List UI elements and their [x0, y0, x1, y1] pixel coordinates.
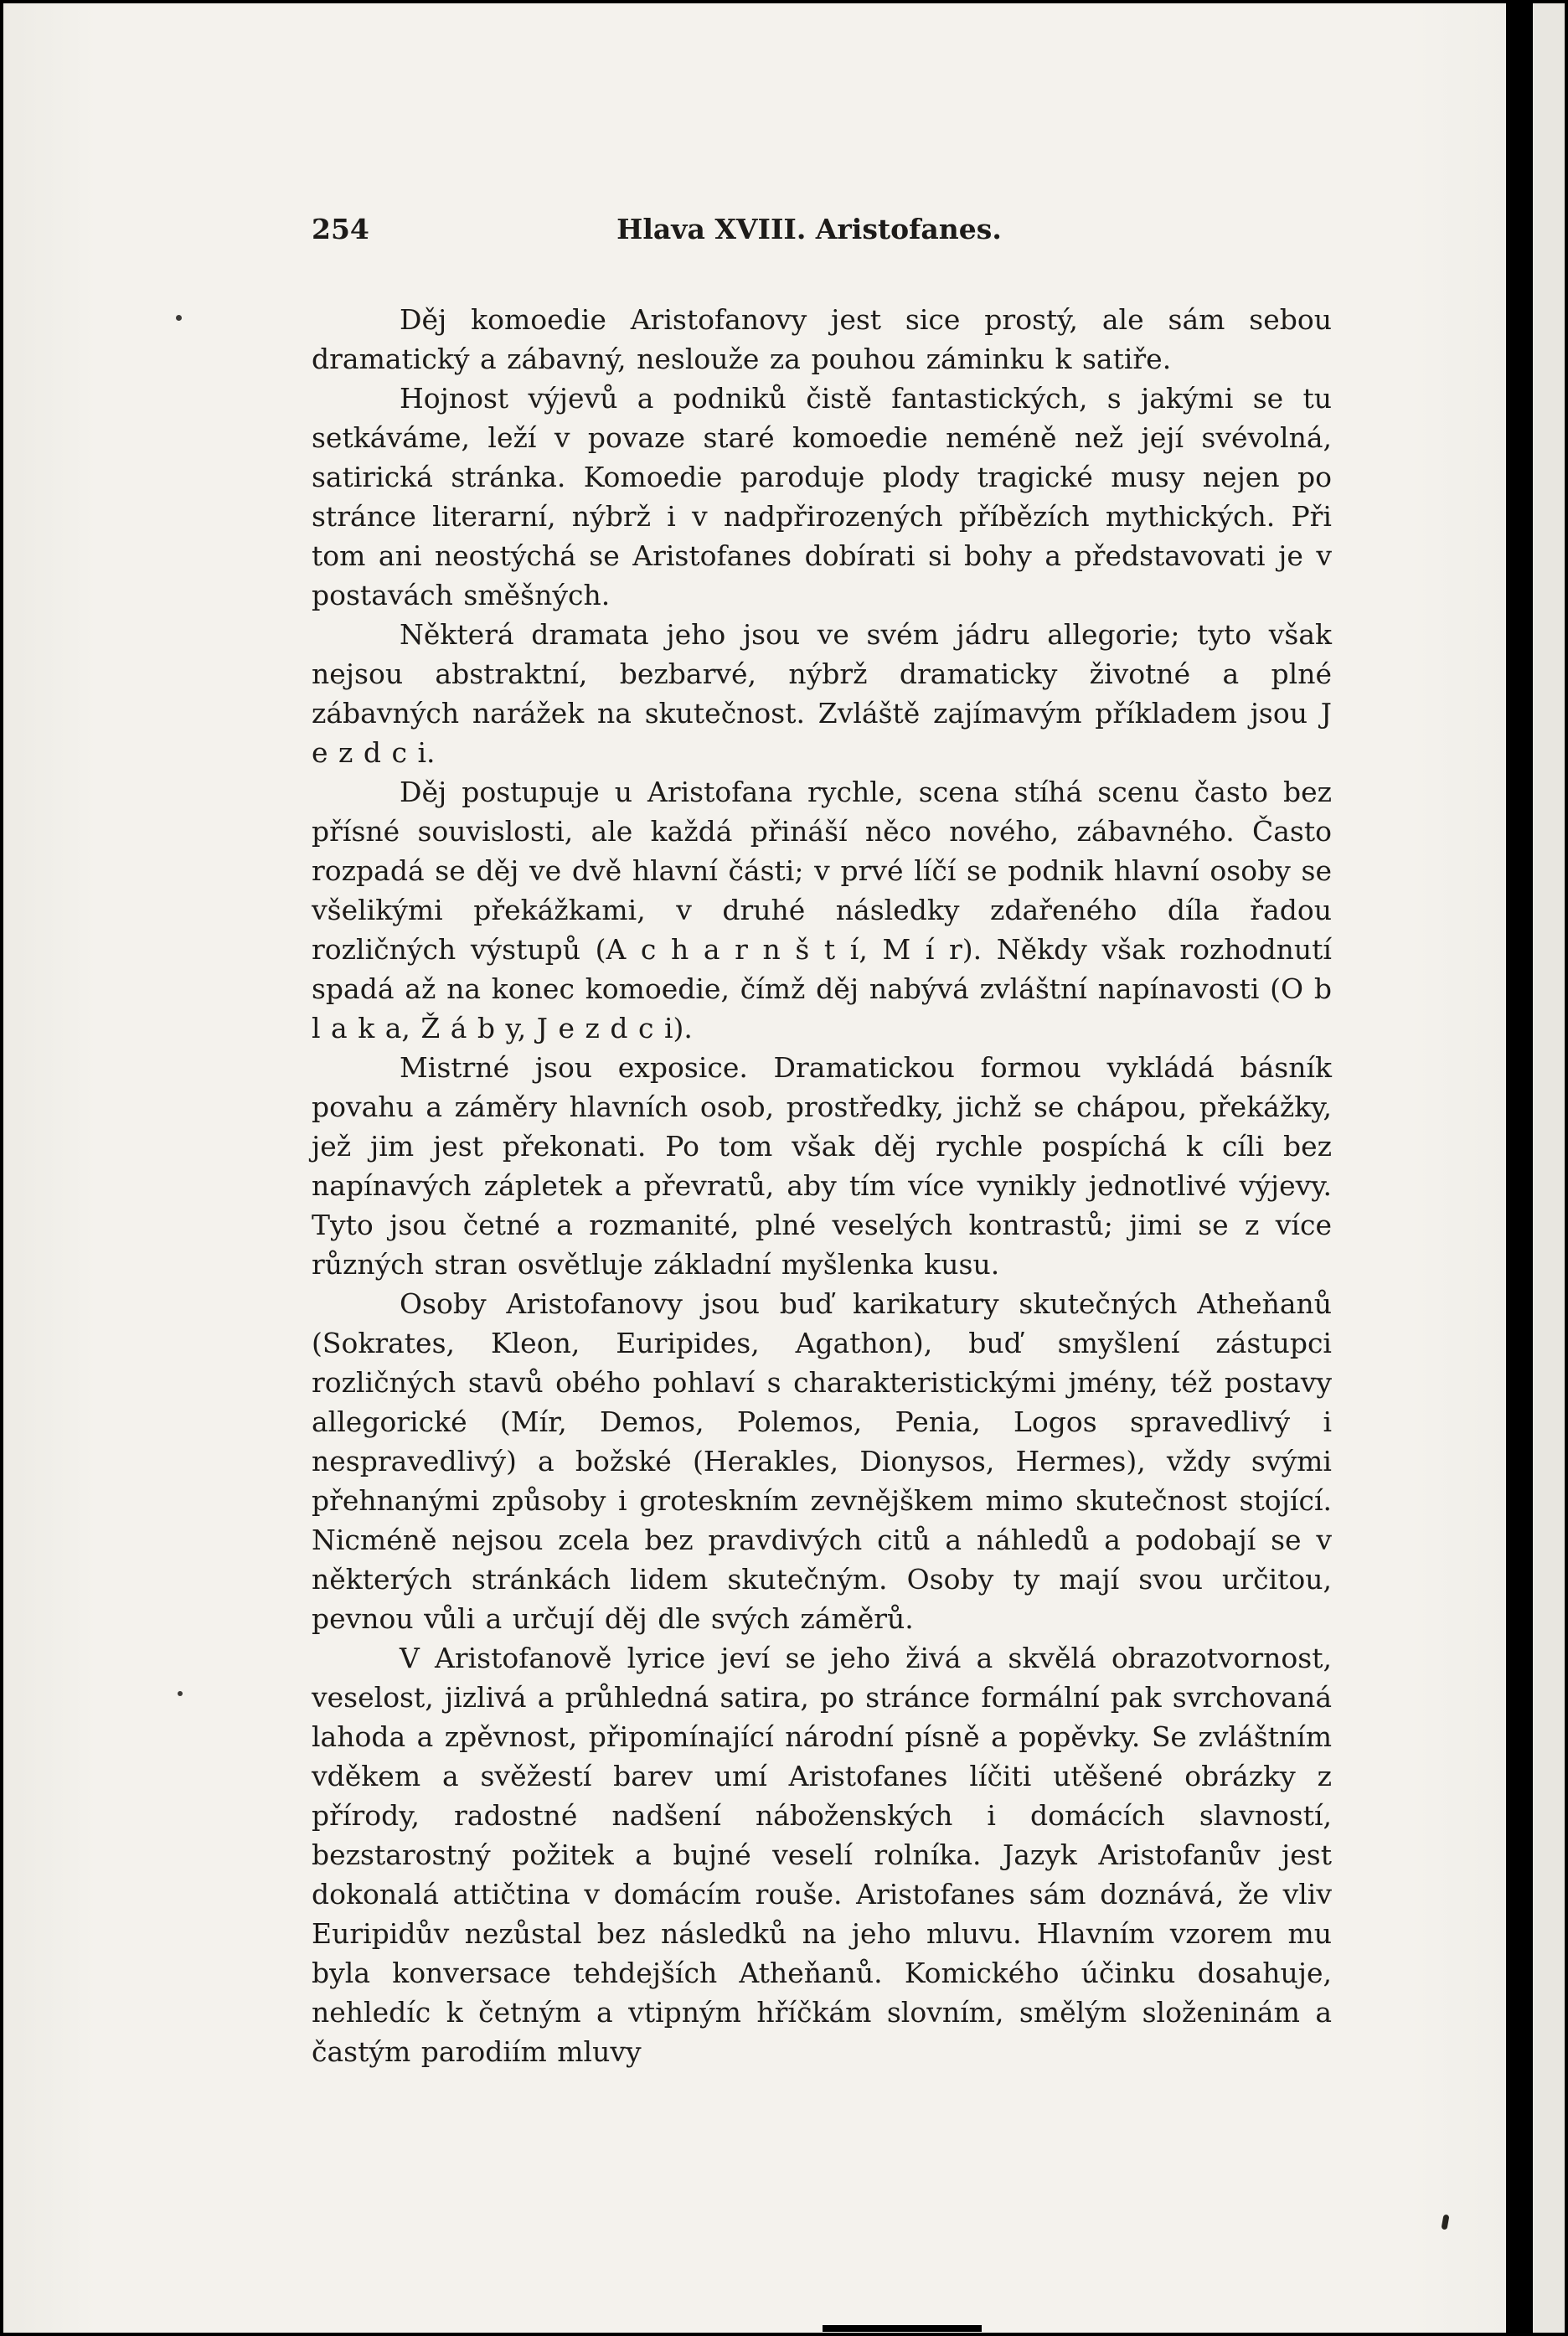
- scan-edge-black-bar: [1506, 3, 1533, 2333]
- text-block: [312, 211, 1332, 2071]
- body-text: [312, 300, 1332, 2071]
- paragraph: Osoby Aristofanovy jsou buď karikatury skutečných Atheňanů (Sokrates, Kleon, Euripides, Agathon), buď smyšlení zástupci rozličných stavů obého pohlaví s charakteristickými jmény, též postavy allegorické (Mír, Demos, Polemos, Penia, Logos spravedlivý i nespravedlivý) a božské (Herakles, Dionysos, Hermes), vždy svými přehnanými způsoby i groteskním zevnějškem mimo skutečnost stojící. Nicméně nejsou zcela bez pravdivých citů a náhledů a podobají se v některých stránkách lidem skutečným. Osoby ty mají svou určitou, pevnou vůli a určují děj dle svých záměrů.: [312, 1287, 1332, 1635]
- paragraph: V Aristofanově lyrice jeví se jeho živá a skvělá obrazotvornost, veselost, jizlivá a průhledná satira, po stránce formální pak svrchovaná lahoda a zpěvnost, připomínající národní písně a popěvky. Se zvláštním vděkem a svěžestí barev umí Aristofanes líčiti utěšené obrázky z přírody, radostné nadšení náboženských i domácích slavností, bezstarostný požitek a bujné veselí rolníka. Jazyk Aristofanův jest dokonalá attičtina v domácím rouše. Aristofanes sám doznává, že vliv Euripidův nezůstal bez následků na jeho mluvu. Hlavním vzorem mu byla konversace tehdejších Atheňanů. Komického účinku dosahuje, nehledíc k četným a vtipným hříčkám slovním, smělým složeninám a častým parodiím mluvy: [312, 1642, 1332, 2068]
- scan-artifact-bottom-line: [823, 2325, 982, 2332]
- scan-artifact-speck: [176, 315, 182, 321]
- running-head: [312, 211, 1332, 248]
- paragraph: Některá dramata jeho jsou ve svém jádru allegorie; tyto však nejsou abstraktní, bezbarvé, nýbrž dramaticky životné a plné zábavných narážek na skutečnost. Zvláště zajímavým příkladem jsou J e z d c i.: [312, 618, 1332, 769]
- paragraph: Děj komoedie Aristofanovy jest sice prostý, ale sám sebou dramatický a zábavný, neslouže za pouhou záminku k satiře.: [312, 303, 1332, 375]
- paragraph: Mistrné jsou exposice. Dramatickou formou vykládá básník povahu a záměry hlavních osob, prostředky, jichž se chápou, překážky, jež jim jest překonati. Po tom však děj rychle pospíchá k cíli bez napínavých zápletek a převratů, aby tím více vynikly jednotlivé výjevy. Tyto jsou četné a rozmanité, plné veselých kontrastů; jimi se z více různých stran osvětluje základní myšlenka kusu.: [312, 1051, 1332, 1281]
- paragraph: Děj postupuje u Aristofana rychle, scena stíhá scenu často bez přísné souvislosti, ale každá přináší něco nového, zábavného. Často rozpadá se děj ve dvě hlavní části; v prvé líčí se podnik hlavní osoby se všelikými překážkami, v druhé následky zdařeného díla řadou rozličných výstupů (A c h a r n š t í, M í r). Někdy však rozhodnutí spadá až na konec komoedie, čímž děj nabývá zvláštní napínavosti (O b l a k a, Ž á b y, J e z d c i).: [312, 776, 1332, 1044]
- scan-edge-paper-strip: [1533, 3, 1568, 2333]
- scan-artifact-ink-mark: [1441, 2215, 1449, 2230]
- page-number: 254: [312, 213, 369, 245]
- paragraph: Hojnost výjevů a podniků čistě fantastických, s jakými se tu setkáváme, leží v povaze staré komoedie neméně než její svévolná, satirická stránka. Komoedie paroduje plody tragické musy nejen po stránce literarní, nýbrž i v nadpřirozených příbězích mythických. Při tom ani neostýchá se Aristofanes dobírati si bohy a představovati je v postavách směšných.: [312, 382, 1332, 611]
- scan-artifact-speck: [178, 1691, 183, 1696]
- chapter-title: Hlava XVIII. Aristofanes.: [616, 213, 1002, 245]
